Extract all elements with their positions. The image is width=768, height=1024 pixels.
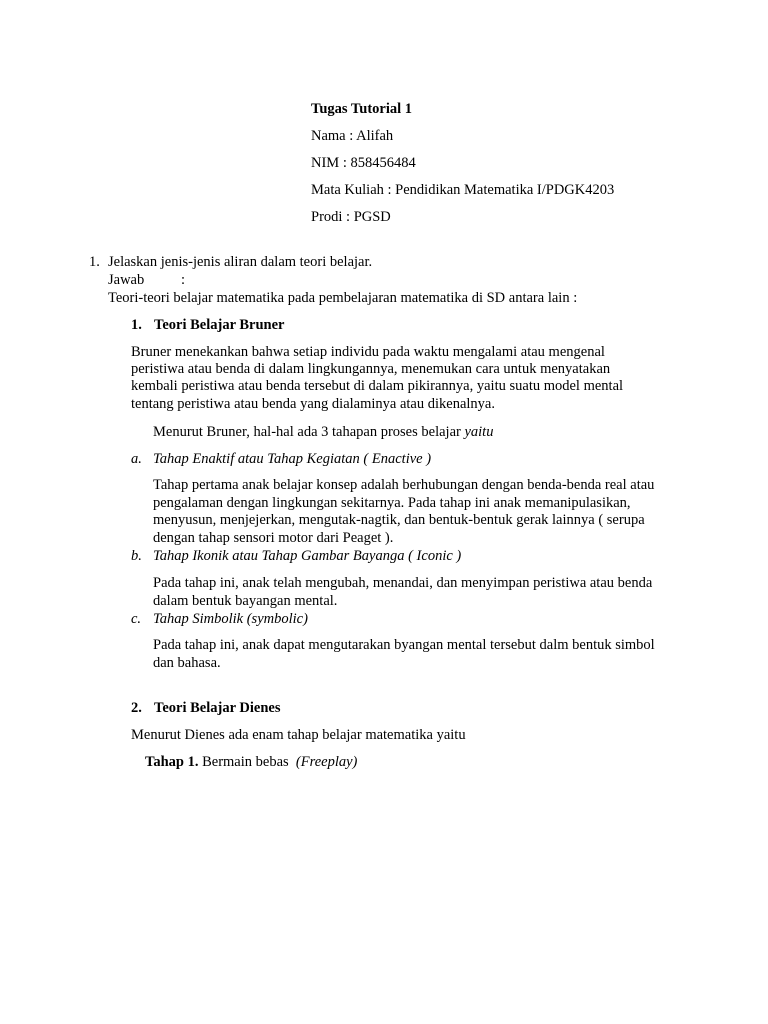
stages-intro-italic: yaitu: [464, 424, 494, 440]
stage-a-line: Tahap pertama anak belajar konsep adalah berhubungan dengan benda-benda real atau: [153, 477, 655, 493]
stage-b-title: Tahap Ikonik atau Tahap Gambar Bayanga ( Iconic ): [153, 548, 462, 564]
dienes-step-1: [145, 754, 357, 771]
answer-colon: :: [181, 272, 186, 288]
bruner-paragraph-line: tentang peristiwa atau benda yang dialaminya atau dikenalnya.: [131, 396, 495, 412]
stage-a-title: Tahap Enaktif atau Tahap Kegiatan ( Enactive ): [153, 451, 432, 467]
stage-a-line: menyusun, menjejerkan, mengutak-nagtik, dan bentuk-bentuk gerak lainnya ( serupa: [153, 512, 645, 528]
stage-a-line: dengan tahap sensori motor dari Peaget ).: [153, 530, 394, 546]
answer-label: Jawab: [108, 272, 145, 288]
question-text: Jelaskan jenis-jenis aliran dalam teori belajar.: [108, 254, 373, 270]
stage-b-letter: b.: [131, 548, 142, 564]
stage-c-line: dan bahasa.: [153, 655, 221, 671]
dienes-number: 2.: [131, 700, 142, 716]
stage-c-letter: c.: [131, 611, 142, 627]
document-title: Tugas Tutorial 1: [311, 101, 413, 117]
step-1-text: Bermain bebas: [198, 754, 296, 770]
stage-c-title: Tahap Simbolik (symbolic): [153, 611, 308, 627]
bruner-paragraph-line: Bruner menekankan bahwa setiap individu pada waktu mengalami atau mengenal: [131, 344, 605, 360]
stage-a-line: pengalaman dengan lingkungan sekitarnya. Pada tahap ini anak memanipulasikan,: [153, 495, 631, 511]
question-number: 1.: [89, 254, 100, 270]
stage-b-line: Pada tahap ini, anak telah mengubah, menandai, dan menyimpan peristiwa atau benda: [153, 575, 653, 591]
dienes-intro: Menurut Dienes ada enam tahap belajar matematika yaitu: [131, 727, 466, 743]
stage-b-line: dalam bentuk bayangan mental.: [153, 593, 338, 609]
bruner-stages-intro: [153, 424, 493, 441]
bruner-paragraph-line: kembali peristiwa atau benda tersebut di dalam pikirannya, yaitu suatu model mental: [131, 378, 624, 394]
stage-c-line: Pada tahap ini, anak dapat mengutarakan byangan mental tersebut dalm bentuk simbol: [153, 637, 655, 653]
stages-intro-text: Menurut Bruner, hal-hal ada 3 tahapan proses belajar: [153, 424, 465, 440]
bruner-heading: Teori Belajar Bruner: [154, 317, 285, 333]
step-1-italic: (Freeplay): [295, 754, 358, 770]
nim-line: NIM : 858456484: [311, 155, 416, 171]
answer-intro: Teori-teori belajar matematika pada pembelajaran matematika di SD antara lain :: [108, 290, 578, 306]
prodi-line: Prodi : PGSD: [311, 209, 391, 225]
bruner-paragraph-line: peristiwa atau benda di dalam lingkungannya, menemukan cara untuk menyatakan: [131, 361, 611, 377]
name-line: Nama : Alifah: [311, 128, 394, 144]
course-line: Mata Kuliah : Pendidikan Matematika I/PDGK4203: [311, 182, 615, 198]
bruner-number: 1.: [131, 317, 142, 333]
step-1-label: Tahap 1.: [145, 754, 199, 770]
stage-a-letter: a.: [131, 451, 142, 467]
dienes-heading: Teori Belajar Dienes: [154, 700, 281, 716]
